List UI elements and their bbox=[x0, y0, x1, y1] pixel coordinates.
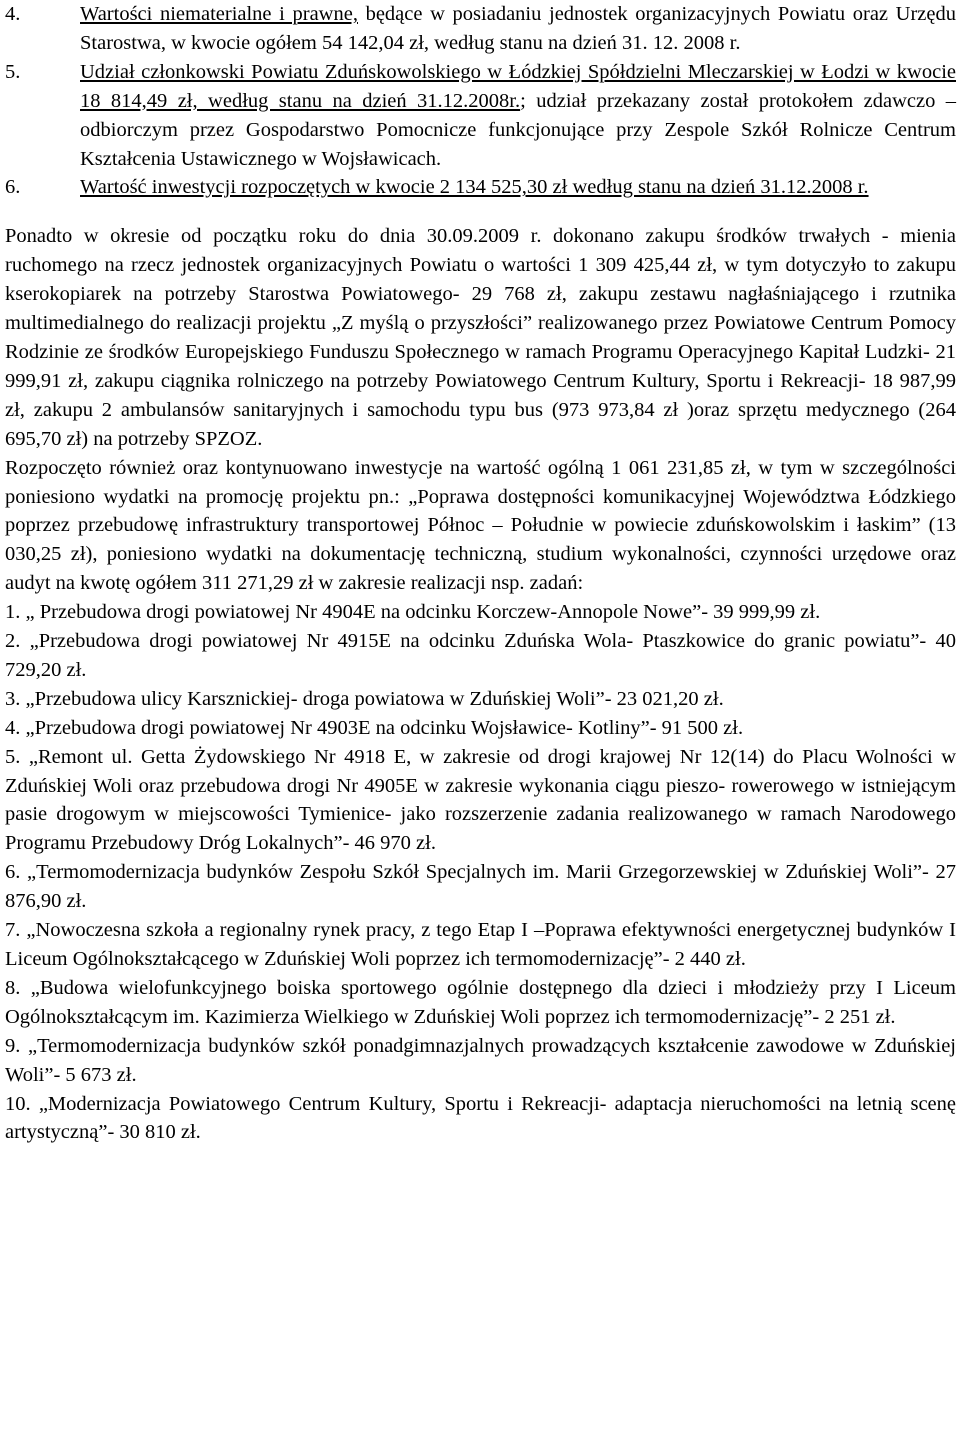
spacer bbox=[5, 202, 956, 222]
list-item-4 bbox=[5, 0, 956, 58]
paragraph-purchases: Ponadto w okresie od początku roku do dnia 30.09.2009 r. dokonano zakupu środków trwałych - mienia ruchomego na rzecz jednostek organizacyjnych Powiatu o wartości 1 309 425,44 zł, w tym dotyczyło to zakupu kserokopiarek na potrzeby Starostwa Powiatowego- 29 768 zł, zakupu zestawu nagłaśniającego i rzutnika multimedialnego do realizacji projektu „Z myślą o przyszłości” realizowanego przez Powiatowe Centrum Pomocy Rodzinie ze środków Europejskiego Funduszu Społecznego w ramach Programu Operacyjnego Kapitał Ludzki- 21 999,91 zł, zakupu ciągnika rolniczego na potrzeby Powiatowego Centrum Kultury, Sportu i Rekreacji- 18 987,99 zł, zakupu 2 ambulansów sanitaryjnych i samochodu typu bus (973 973,84 zł )oraz sprzętu medycznego (264 695,70 zł) na potrzeby SPZOZ. bbox=[5, 225, 956, 450]
underlined-text: Wartość inwestycji rozpoczętych w kwocie 2 134 525,30 zł według stanu na dzień 31.12.2008 r. bbox=[80, 176, 869, 199]
list-text bbox=[80, 58, 956, 174]
list-item-5 bbox=[5, 58, 956, 174]
paragraph-investments: Rozpoczęto również oraz kontynuowano inwestycje na wartość ogólną 1 061 231,85 zł, w tym w szczególności poniesiono wydatki na promocję projektu pn.: „Poprawa dostępności komunikacyjnej Województwa Łódzkiego poprzez przebudowę infrastruktury transportowej Północ – Południe w powiecie zduńskowolskim i łaskim” (13 030,25 zł), poniesiono wydatki na dokumentację techniczną, studium wykonalności, czynności urzędowe oraz audyt na kwotę ogółem 311 271,29 zł w zakresie realizacji nsp. zadań: bbox=[5, 456, 956, 595]
task-item-4: 4. „Przebudowa drogi powiatowej Nr 4903E na odcinku Wojsławice- Kotliny”- 91 500 zł. bbox=[5, 716, 744, 739]
underlined-text: Udział członkowski Powiatu Zduńskowolskiego w Łódzkiej Spółdzielni Mleczarskiej w Łodzi w kwocie 18 814,49 zł, według stanu na dzień 31.12.2008r. bbox=[80, 60, 956, 112]
list-text bbox=[80, 0, 956, 58]
task-item-1: 1. „ Przebudowa drogi powiatowej Nr 4904E na odcinku Korczew-Annopole Nowe”- 39 999,99 zł. bbox=[5, 601, 821, 624]
list-number: 5. bbox=[5, 60, 21, 83]
task-item-2: 2. „Przebudowa drogi powiatowej Nr 4915E na odcinku Zduńska Wola- Ptaszkowice do granic powiatu”- 40 729,20 zł. bbox=[5, 630, 956, 681]
underlined-text: Wartości niematerialne i prawne, bbox=[80, 3, 358, 25]
task-item-9: 9. „Termomodernizacja budynków szkół ponadgimnazjalnych prowadzących kształcenie zawodowe w Zduńskiej Woli”- 5 673 zł. bbox=[5, 1034, 956, 1086]
task-item-6: 6. „Termomodernizacja budynków Zespołu Szkół Specjalnych im. Marii Grzegorzewskiej w Zduńskiej Woli”- 27 876,90 zł. bbox=[5, 861, 956, 913]
list-text bbox=[80, 173, 956, 202]
list-number: 6. bbox=[5, 176, 21, 199]
task-item-10: 10. „Modernizacja Powiatowego Centrum Kultury, Sportu i Rekreacji- adaptacja nieruchomości na letnią scenę artystyczną”- 30 810 zł. bbox=[5, 1092, 956, 1144]
list-number: 4. bbox=[5, 3, 21, 25]
plain-text: będące w posiadaniu jednostek organizacyjnych Powiatu oraz Urzędu Starostwa, w kwocie ogółem 54 142,04 zł, według stanu na dzień 31. 12. 2008 r. bbox=[80, 3, 956, 54]
list-item-6 bbox=[5, 173, 956, 202]
task-item-3: 3. „Przebudowa ulicy Karsznickiej- droga powiatowa w Zduńskiej Woli”- 23 021,20 zł. bbox=[5, 687, 724, 710]
task-item-5: 5. „Remont ul. Getta Żydowskiego Nr 4918 E, w zakresie od drogi krajowej Nr 12(14) do Placu Wolności w Zduńskiej Woli oraz przebudowa drogi Nr 4905E w zakresie wykonania ciągu pieszo- rowerowego w istniejącym pasie drogowym w miejscowości Tymienice- jako rozszerzenie zadania realizowanego w ramach Narodowego Programu Przebudowy Dróg Lokalnych”- 46 970 zł. bbox=[5, 745, 956, 855]
plain-text: ; udział przekazany został protokołem zdawczo – odbiorczym przez Gospodarstwo Pomocnicze funkcjonujące przy Zespole Szkół Rolnicze Centrum Kształcenia Ustawicznego w Wojsławicach. bbox=[80, 89, 956, 170]
task-item-8: 8. „Budowa wielofunkcyjnego boiska sportowego ogólnie dostępnego dla dzieci i młodzieży przy I Liceum Ogólnokształcącym im. Kazimierza Wielkiego w Zduńskiej Woli poprzez ich termomodernizację”- 2 251 zł. bbox=[5, 976, 956, 1028]
task-item-7: 7. „Nowoczesna szkoła a regionalny rynek pracy, z tego Etap I –Poprawa efektywności energetycznej budynków I Liceum Ogólnokształcącego w Zduńskiej Woli poprzez ich termomodernizację”- 2 440 zł. bbox=[5, 919, 956, 970]
